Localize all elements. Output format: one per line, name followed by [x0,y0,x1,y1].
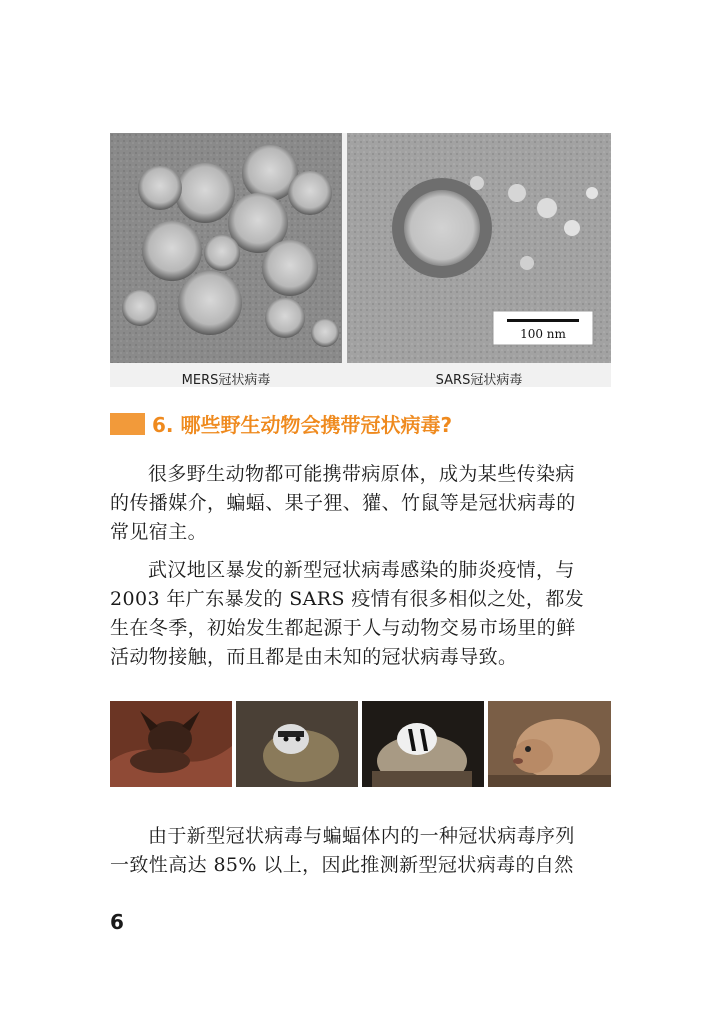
paragraph-line: 武汉地区暴发的新型冠状病毒感染的肺炎疫情，与 [148,559,575,581]
sars-caption: SARS冠状病毒 [435,373,523,388]
paragraph-line: 2003 年广东暴发的 SARS 疫情有很多相似之处，都发 [110,588,585,610]
paragraph-line: 的传播媒介，蝙蝠、果子狸、獾、竹鼠等是冠状病毒的 [110,492,576,514]
paragraph-line: 一致性高达 85% 以上，因此推测新型冠状病毒的自然 [110,854,574,876]
section-heading: 6. 哪些野生动物会携带冠状病毒? [152,413,453,437]
paragraph-2 [110,556,611,672]
badger-photo [362,701,484,787]
bamboo-rat-photo [488,701,611,787]
scale-bar-label: 100 nm [520,327,566,341]
micrograph-figure [110,133,611,387]
mers-micrograph [110,133,342,363]
mers-caption: MERS冠状病毒 [181,373,271,388]
bat-photo [110,701,232,787]
sars-micrograph [347,133,611,363]
paragraph-line: 很多野生动物都可能携带病原体，成为某些传染病 [148,463,575,485]
paragraph-line: 活动物接触，而且都是由未知的冠状病毒导致。 [110,646,518,668]
paragraph-line: 常见宿主。 [110,521,208,543]
heading-accent-bar [110,413,145,435]
animal-photo-row [110,701,611,787]
civet-photo [236,701,358,787]
paragraph-line: 生在冬季，初始发生都起源于人与动物交易市场里的鲜 [110,617,576,639]
paragraph-1 [110,460,611,547]
page-number: 6 [110,910,124,934]
paragraph-line: 由于新型冠状病毒与蝙蝠体内的一种冠状病毒序列 [148,825,575,847]
paragraph-3 [110,822,611,880]
